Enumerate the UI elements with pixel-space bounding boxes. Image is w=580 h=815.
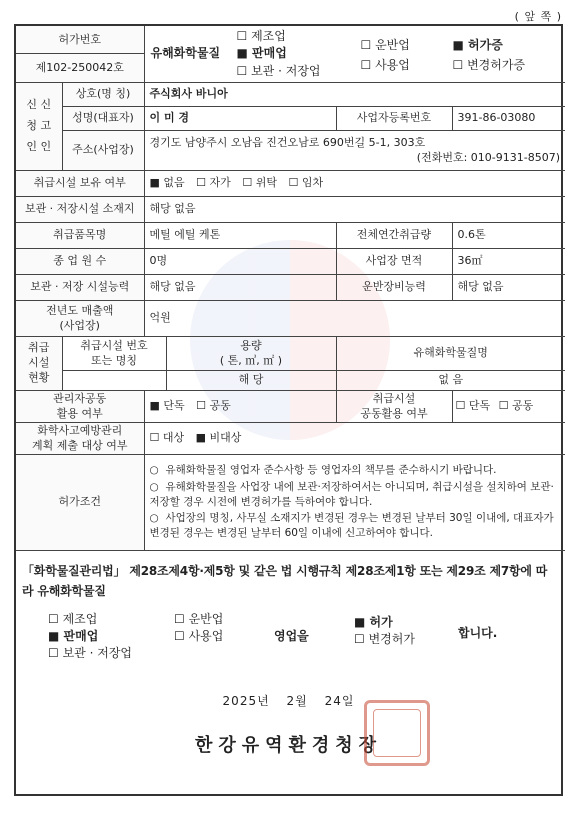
sales-value: 억원 <box>144 301 565 337</box>
transport-label: 운반장비능력 <box>336 275 452 301</box>
permit-document <box>14 24 563 796</box>
facility-joint-single: ☐ 단독 <box>455 399 491 413</box>
ending-text: 합니다. <box>458 625 498 640</box>
prevention-non-target: ■ 비대상 <box>195 431 242 445</box>
joint-use-options <box>144 391 336 423</box>
final-sales: ■ 판매업 <box>48 628 99 643</box>
facility-own-options <box>144 171 565 197</box>
applicant-group-label: 신 신 청 고 인 인 <box>16 83 62 171</box>
company-label: 상호(명 칭) <box>62 83 144 107</box>
area-value: 36㎡ <box>452 249 565 275</box>
area-label: 사업장 면적 <box>336 249 452 275</box>
final-change-permit: ☐ 변경허가 <box>354 631 415 646</box>
rep-name: 이 미 경 <box>144 107 336 131</box>
joint-use-shared: ☐ 공동 <box>196 399 231 413</box>
address-label: 주소(사업장) <box>62 131 144 171</box>
final-use: ☐ 사용업 <box>174 628 224 643</box>
facility-group-label: 취급 시설 현황 <box>16 337 62 391</box>
storage-location-value: 해당 없음 <box>144 197 565 223</box>
joint-use-single: ■ 단독 <box>149 399 185 413</box>
final-manufacture: ☐ 제조업 <box>48 611 98 626</box>
facility-joint-label: 취급시설 공동활용 여부 <box>336 391 452 423</box>
conditions-label: 허가조건 <box>16 455 144 551</box>
annual-label: 전체연간취급량 <box>336 223 452 249</box>
condition-item: ○ 사업장의 명칭, 사무실 소재지가 변경된 경우는 변경된 날부터 30일 이내에, 대표자가 변경된 경우는 변경된 날부터 60일 이내에 신고하여야 합니다. <box>149 512 554 540</box>
issuer-name: 한강유역환경청장 <box>194 734 383 756</box>
substance-label: 유해화학물질 <box>150 46 221 60</box>
capacity-value: 해당 없음 <box>144 275 336 301</box>
prevention-label: 화학사고예방관리 계획 제출 대상 여부 <box>16 423 144 455</box>
facility-no-label: 취급시설 번호 또는 명칭 <box>62 337 166 371</box>
biz-manufacture: ☐ 제조업 <box>236 29 286 43</box>
rep-label: 성명(대표자) <box>62 107 144 131</box>
facility-substance-label: 유해화학물질명 <box>336 337 565 371</box>
employees-value: 0명 <box>144 249 336 275</box>
certification-section <box>16 561 561 757</box>
facility-no-value <box>62 371 166 391</box>
facility-own-lease: ☐ 임차 <box>288 176 324 190</box>
permit-number-cell <box>16 26 144 83</box>
date-month: 2월 <box>286 693 308 708</box>
business-selection <box>22 610 555 664</box>
items-value: 메틸 에틸 케톤 <box>144 223 336 249</box>
items-label: 취급품목명 <box>16 223 144 249</box>
permit-number: 제102-250042호 <box>35 61 124 74</box>
biz-transport: ☐ 운반업 <box>360 38 410 52</box>
final-storage: ☐ 보관 · 저장업 <box>48 645 132 660</box>
facility-own-none: ■ 없음 <box>149 176 185 190</box>
capacity-label: 보관 · 저장 시설능력 <box>16 275 144 301</box>
biz-sales: ■ 판매업 <box>236 46 287 60</box>
issue-date <box>22 692 555 709</box>
facility-substance-value: 없 음 <box>336 371 565 391</box>
prevention-options <box>144 423 565 455</box>
sales-label: 전년도 매출액 (사업장) <box>16 301 144 337</box>
facility-joint-shared: ☐ 공동 <box>498 399 534 413</box>
conditions-list <box>144 455 565 551</box>
joint-use-label: 관리자공동 활용 여부 <box>16 391 144 423</box>
final-transport: ☐ 운반업 <box>174 611 224 626</box>
biz-use: ☐ 사용업 <box>360 58 410 72</box>
facility-own-consign: ☐ 위탁 <box>242 176 277 190</box>
biz-storage: ☐ 보관 · 저장업 <box>236 64 321 78</box>
phone-value: (전화번호: 010-9131-8507) <box>416 150 560 164</box>
brn-label: 사업자등록번호 <box>336 107 452 131</box>
biz-text: 영업을 <box>274 628 309 643</box>
page-side-label: ( 앞 쪽 ) <box>514 10 562 23</box>
condition-item: ○ 유해화학물질 영업자 준수사항 등 영업자의 책무를 준수하시기 바랍니다. <box>149 464 497 477</box>
permit-table <box>16 26 565 551</box>
facility-own-label: 취급시설 보유 여부 <box>16 171 144 197</box>
condition-item: ○ 유해화학물질을 사업장 내에 보관·저장하여서는 아니되며, 취급시설을 설치하여 보관·저장할 경우 시전에 변경허가를 득하여야 합니다. <box>149 480 554 508</box>
permit-number-label: 허가번호 <box>16 26 144 54</box>
address-cell <box>144 131 565 171</box>
facility-capacity-value: 해 당 <box>166 371 336 391</box>
storage-location-label: 보관 · 저장시설 소재지 <box>16 197 144 223</box>
business-type-cell <box>144 26 565 83</box>
facility-joint-options <box>452 391 565 423</box>
facility-capacity-label: 용량 ( 톤, ㎥, ㎡ ) <box>166 337 336 371</box>
brn-value: 391-86-03080 <box>452 107 565 131</box>
prevention-target: ☐ 대상 <box>149 431 185 445</box>
facility-own-self: ☐ 자가 <box>196 176 231 190</box>
transport-value: 해당 없음 <box>452 275 565 301</box>
permit-type-permit: ■ 허가증 <box>452 38 503 52</box>
employees-label: 종 업 원 수 <box>16 249 144 275</box>
date-day: 24일 <box>324 693 355 708</box>
annual-value: 0.6톤 <box>452 223 565 249</box>
final-permit: ■ 허가 <box>354 614 393 629</box>
address-value: 경기도 남양주시 오남읍 진건오남로 690번길 5-1, 303호 <box>149 135 426 149</box>
date-year: 2025년 <box>222 693 270 708</box>
company-name: 주식회사 바니아 <box>144 83 565 107</box>
law-text: 「화학물질관리법」 제28조제4항·제5항 및 같은 법 시행규칙 제28조제1항 또는 제29조 제7항에 따라 유해화학물질 <box>22 564 548 599</box>
permit-type-change: ☐ 변경허가증 <box>452 58 526 72</box>
